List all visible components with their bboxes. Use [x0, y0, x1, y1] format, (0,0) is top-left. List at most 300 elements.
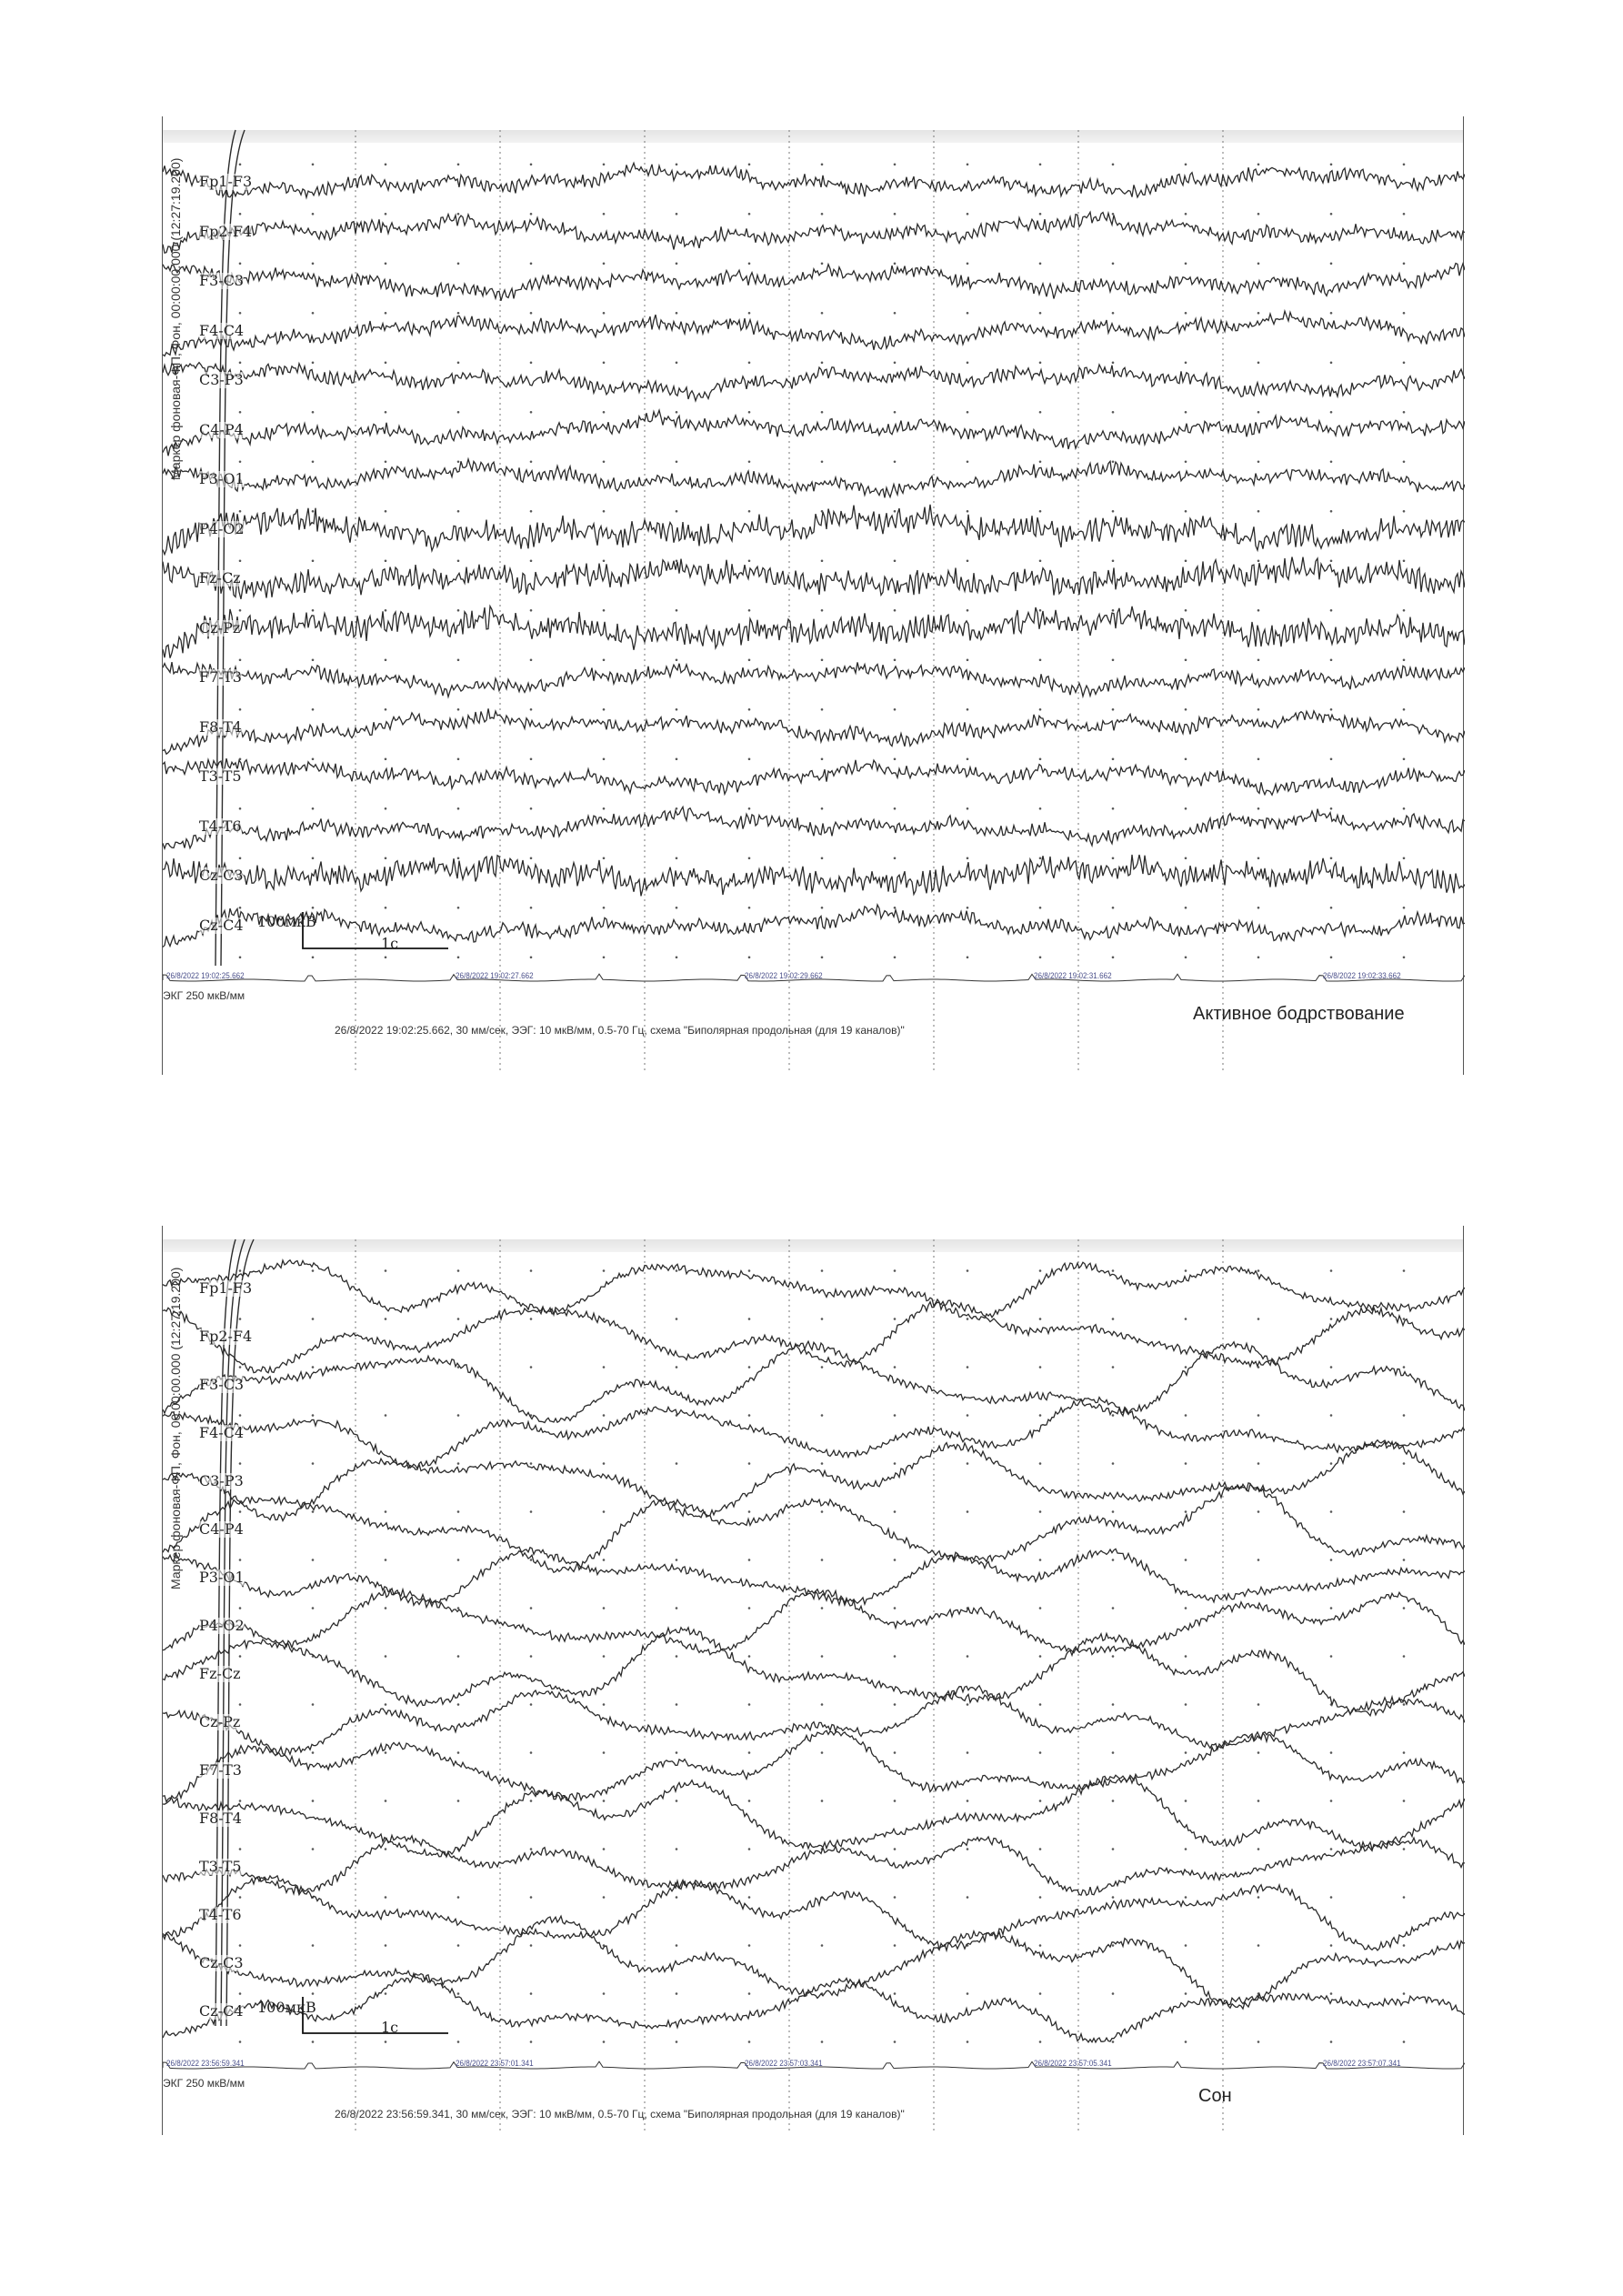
grid-dot — [1039, 262, 1042, 265]
scale-time-label: 1с — [381, 2019, 399, 2036]
grid-dot — [239, 460, 242, 463]
grid-dot — [312, 956, 315, 958]
grid-dot — [676, 213, 678, 216]
eeg-trace — [163, 1835, 1465, 1895]
grid-dot — [530, 1655, 533, 1658]
grid-dot — [967, 907, 969, 909]
grid-dot — [1185, 2040, 1187, 2043]
grid-dot — [1330, 361, 1333, 364]
grid-dot — [676, 1896, 678, 1899]
channel-label-f7-t3: F7-T3 — [199, 668, 242, 686]
eeg-trace — [163, 459, 1465, 498]
grid-dot — [1403, 757, 1406, 760]
grid-dot — [1330, 163, 1333, 165]
grid-dot — [312, 757, 315, 760]
grid-dot — [312, 658, 315, 661]
grid-dot — [1039, 213, 1042, 216]
grid-dot — [676, 708, 678, 711]
grid-dot — [748, 559, 751, 562]
grid-dot — [603, 1703, 606, 1706]
grid-dot — [1039, 1269, 1042, 1272]
ecg-label: ЭКГ 250 мкВ/мм — [163, 989, 245, 1002]
grid-dot — [385, 1318, 387, 1320]
grid-dot — [385, 1703, 387, 1706]
grid-dot — [239, 1318, 242, 1320]
grid-dot — [1403, 807, 1406, 810]
grid-dot — [385, 956, 387, 958]
channel-label-c3-p3: C3-P3 — [199, 1472, 244, 1489]
grid-dot — [1112, 708, 1115, 711]
grid-dot — [457, 1992, 460, 1995]
grid-dot — [1257, 312, 1260, 315]
grid-dot — [748, 708, 751, 711]
grid-dot — [821, 1944, 824, 1947]
grid-dot — [967, 658, 969, 661]
grid-dot — [1039, 1462, 1042, 1465]
grid-dot — [676, 956, 678, 958]
grid-dot — [603, 1269, 606, 1272]
grid-dot — [821, 411, 824, 414]
eeg-trace — [163, 264, 1465, 301]
grid-dot — [967, 460, 969, 463]
grid-dot — [239, 1703, 242, 1706]
grid-dot — [1112, 1607, 1115, 1609]
grid-dot — [1330, 907, 1333, 909]
grid-dot — [239, 2040, 242, 2043]
grid-dot — [603, 460, 606, 463]
grid-dot — [385, 708, 387, 711]
grid-dot — [385, 1992, 387, 1995]
grid-dot — [1185, 708, 1187, 711]
eeg-trace — [163, 1916, 1465, 2009]
eeg-trace — [163, 363, 1465, 401]
eeg-trace — [163, 1876, 1465, 1950]
channel-label-p4-o2: P4-O2 — [199, 520, 245, 537]
grid-dot — [1403, 1944, 1406, 1947]
eeg-trace — [163, 1440, 1465, 1521]
grid-dot — [603, 262, 606, 265]
grid-dot — [457, 163, 460, 165]
grid-dot — [1185, 559, 1187, 562]
grid-dot — [457, 1703, 460, 1706]
grid-dot — [312, 1703, 315, 1706]
grid-dot — [748, 1703, 751, 1706]
grid-dot — [1185, 807, 1187, 810]
grid-dot — [239, 1366, 242, 1369]
grid-dot — [312, 411, 315, 414]
grid-dot — [676, 559, 678, 562]
grid-dot — [748, 2040, 751, 2043]
grid-dot — [1039, 361, 1042, 364]
grid-dot — [530, 956, 533, 958]
grid-dot — [1185, 1703, 1187, 1706]
grid-dot — [1039, 757, 1042, 760]
grid-dot — [676, 658, 678, 661]
grid-dot — [385, 1944, 387, 1947]
grid-dot — [894, 1269, 897, 1272]
grid-dot — [530, 1992, 533, 1995]
grid-dot — [603, 1751, 606, 1754]
grid-dot — [312, 907, 315, 909]
grid-dot — [1257, 1269, 1260, 1272]
onset-artifact — [215, 130, 235, 966]
grid-dot — [967, 163, 969, 165]
grid-dot — [1257, 213, 1260, 216]
channel-label-f7-t3: F7-T3 — [199, 1761, 242, 1779]
grid-dot — [385, 1751, 387, 1754]
grid-dot — [1403, 1559, 1406, 1561]
grid-dot — [385, 1655, 387, 1658]
grid-dot — [1330, 1366, 1333, 1369]
grid-dot — [603, 1414, 606, 1417]
grid-dot — [894, 1559, 897, 1561]
grid-dot — [1185, 757, 1187, 760]
grid-dot — [1403, 609, 1406, 612]
grid-dot — [1403, 1269, 1406, 1272]
grid-dot — [894, 1800, 897, 1802]
grid-dot — [530, 2040, 533, 2043]
grid-dot — [385, 411, 387, 414]
grid-dot — [748, 1510, 751, 1513]
calibration-bracket — [303, 1997, 448, 2033]
grid-dot — [821, 708, 824, 711]
grid-dot — [1112, 1944, 1115, 1947]
grid-dot — [748, 163, 751, 165]
grid-dot — [967, 1269, 969, 1272]
grid-dot — [457, 1462, 460, 1465]
channel-label-c4-p4: C4-P4 — [199, 421, 244, 438]
grid-dot — [530, 1848, 533, 1850]
ecg-label: ЭКГ 250 мкВ/мм — [163, 2077, 245, 2090]
eeg-trace — [163, 905, 1465, 947]
grid-dot — [603, 213, 606, 216]
channel-label-cz-c4: Cz-C4 — [199, 917, 244, 934]
grid-dot — [530, 1510, 533, 1513]
grid-dot — [748, 1896, 751, 1899]
grid-dot — [1403, 510, 1406, 513]
grid-dot — [1185, 1366, 1187, 1369]
grid-dot — [1039, 1318, 1042, 1320]
grid-dot — [457, 708, 460, 711]
grid-dot — [894, 1462, 897, 1465]
grid-dot — [1185, 1896, 1187, 1899]
grid-dot — [1257, 1896, 1260, 1899]
grid-dot — [239, 807, 242, 810]
grid-dot — [603, 857, 606, 859]
grid-dot — [821, 1800, 824, 1802]
grid-dot — [239, 956, 242, 958]
grid-dot — [1112, 1655, 1115, 1658]
grid-dot — [1112, 757, 1115, 760]
grid-dot — [1257, 1703, 1260, 1706]
grid-dot — [821, 1318, 824, 1320]
timestamp-marker: 26/8/2022 19:02:31.662 — [1034, 971, 1112, 980]
grid-dot — [1185, 361, 1187, 364]
eeg-trace — [163, 410, 1465, 456]
grid-dot — [457, 1944, 460, 1947]
grid-dot — [312, 1510, 315, 1513]
grid-dot — [821, 1414, 824, 1417]
grid-dot — [312, 1559, 315, 1561]
grid-dot — [967, 1992, 969, 1995]
grid-dot — [1330, 262, 1333, 265]
grid-dots — [239, 1269, 1406, 2043]
grid-dot — [894, 163, 897, 165]
grid-dot — [676, 907, 678, 909]
timestamp-marker: 26/8/2022 23:57:05.341 — [1034, 2059, 1112, 2068]
grid-dot — [1112, 1896, 1115, 1899]
grid-dot — [385, 757, 387, 760]
grid-dot — [1257, 163, 1260, 165]
channel-label-cz-c3: Cz-C3 — [199, 1954, 244, 1971]
grid-dot — [1112, 213, 1115, 216]
grid-dot — [894, 361, 897, 364]
grid-dot — [1112, 262, 1115, 265]
grid-dot — [530, 312, 533, 315]
grid-dot — [1185, 1318, 1187, 1320]
grid-dot — [530, 1800, 533, 1802]
grid-dot — [748, 1414, 751, 1417]
grid-dot — [312, 1944, 315, 1947]
grid-dot — [239, 312, 242, 315]
grid-dot — [312, 609, 315, 612]
grid-dot — [1112, 1992, 1115, 1995]
grid-dots — [239, 163, 1406, 958]
grid-dot — [1403, 857, 1406, 859]
grid-dot — [312, 1414, 315, 1417]
grid-dot — [967, 1462, 969, 1465]
grid-dot — [821, 907, 824, 909]
timestamp-marker: 26/8/2022 19:02:25.662 — [166, 971, 245, 980]
timestamp-marker: 26/8/2022 23:57:07.341 — [1323, 2059, 1401, 2068]
grid-dot — [603, 907, 606, 909]
grid-dot — [676, 1800, 678, 1802]
grid-dot — [1185, 1992, 1187, 1995]
grid-dot — [239, 1269, 242, 1272]
grid-dot — [676, 1318, 678, 1320]
scale-time-label: 1с — [381, 935, 399, 952]
grid-dot — [385, 857, 387, 859]
grid-dot — [1403, 460, 1406, 463]
grid-dot — [894, 1655, 897, 1658]
grid-dot — [967, 312, 969, 315]
grid-dot — [676, 2040, 678, 2043]
grid-dot — [1039, 609, 1042, 612]
grid-dot — [312, 559, 315, 562]
grid-dot — [1039, 1559, 1042, 1561]
grid-dot — [603, 411, 606, 414]
grid-dot — [967, 609, 969, 612]
grid-dot — [894, 757, 897, 760]
grid-dot — [239, 1800, 242, 1802]
grid-dot — [1185, 460, 1187, 463]
grid-dot — [312, 510, 315, 513]
grid-dot — [603, 1559, 606, 1561]
grid-dot — [821, 1462, 824, 1465]
grid-dot — [312, 163, 315, 165]
grid-dot — [239, 262, 242, 265]
grid-dot — [385, 262, 387, 265]
eeg-trace — [163, 1260, 1465, 1320]
grid-dot — [748, 1462, 751, 1465]
grid-dot — [239, 1848, 242, 1850]
grid-dot — [821, 262, 824, 265]
grid-dot — [1039, 1751, 1042, 1754]
grid-dot — [967, 857, 969, 859]
grid-dot — [967, 361, 969, 364]
grid-dot — [530, 1559, 533, 1561]
grid-dot — [239, 658, 242, 661]
grid-dot — [1257, 510, 1260, 513]
grid-dot — [676, 857, 678, 859]
grid-dot — [603, 757, 606, 760]
grid-dot — [967, 2040, 969, 2043]
eeg-trace — [163, 505, 1465, 555]
grid-dot — [457, 460, 460, 463]
grid-dot — [530, 1318, 533, 1320]
grid-dot — [1403, 708, 1406, 711]
grid-dot — [1112, 1318, 1115, 1320]
grid-dot — [1112, 411, 1115, 414]
eeg-panel-awake: Маркер фоновая-ФП, Фон, 00:00:00.000 (12:27:19.200) Fp1-F3 Fp2-F4 F3-C3 F4-C4 C3-P3 C4-P4 P3-O1 P4-O2 Fz-Cz Cz-Pz F7-T3 F8-T4 T3-T5 T4-T6 Cz-C3 Cz-C4 100мкВ 1с ЭКГ 250 мкВ/мм 26/8/2022 19:02:25.662 26/8/2022 19:02:27.662 26/8/2022 19:02:29.662 26/8/2022 19:02:31.662 26/8/2022 19:02:33.662 — [162, 116, 1464, 1075]
grid-dot — [821, 658, 824, 661]
channel-label-t4-t6: T4-T6 — [199, 817, 242, 835]
grid-dot — [821, 2040, 824, 2043]
grid-dot — [457, 1318, 460, 1320]
grid-dot — [1257, 411, 1260, 414]
grid-dot — [821, 956, 824, 958]
grid-dot — [894, 708, 897, 711]
grid-dot — [1330, 807, 1333, 810]
eeg-trace — [163, 807, 1465, 848]
grid-dot — [894, 1848, 897, 1850]
grid-dot — [239, 411, 242, 414]
grid-dot — [967, 1800, 969, 1802]
grid-dot — [457, 262, 460, 265]
grid-dot — [1330, 857, 1333, 859]
grid-dot — [1257, 956, 1260, 958]
grid-dot — [1257, 1944, 1260, 1947]
grid-dot — [1403, 559, 1406, 562]
grid-dot — [1039, 559, 1042, 562]
grid-dot — [676, 361, 678, 364]
grid-dot — [748, 213, 751, 216]
grid-dot — [1185, 956, 1187, 958]
grid-dot — [967, 1703, 969, 1706]
grid-dot — [603, 1992, 606, 1995]
grid-dot — [1112, 510, 1115, 513]
grid-dot — [676, 460, 678, 463]
grid-dot — [748, 1318, 751, 1320]
grid-dot — [239, 1992, 242, 1995]
grid-dot — [457, 559, 460, 562]
grid-dot — [1257, 857, 1260, 859]
grid-dot — [1257, 658, 1260, 661]
grid-dot — [603, 1896, 606, 1899]
grid-dot — [457, 609, 460, 612]
grid-dot — [1403, 1703, 1406, 1706]
grid-dot — [239, 609, 242, 612]
grid-dot — [676, 1462, 678, 1465]
grid-dot — [1039, 956, 1042, 958]
grid-dot — [1039, 1703, 1042, 1706]
recording-info-footer-sleep: 26/8/2022 23:56:59.341, 30 мм/сек, ЭЭГ: 10 мкВ/мм, 0.5-70 Гц, схема "Биполярная продольная (для 19 каналов)" — [335, 2108, 905, 2121]
grid-dot — [530, 460, 533, 463]
grid-dot — [1330, 1462, 1333, 1465]
grid-dot — [967, 1318, 969, 1320]
grid-dot — [894, 1992, 897, 1995]
grid-dot — [530, 1703, 533, 1706]
grid-dot — [1039, 907, 1042, 909]
channel-label-p4-o2: P4-O2 — [199, 1617, 245, 1634]
grid-dot — [239, 1896, 242, 1899]
grid-dot — [603, 708, 606, 711]
grid-dot — [1112, 312, 1115, 315]
grid-dot — [1039, 1655, 1042, 1658]
grid-dot — [530, 708, 533, 711]
grid-dot — [1257, 1462, 1260, 1465]
grid-dot — [1185, 510, 1187, 513]
state-label-awake: Активное бодрствование — [1193, 1004, 1405, 1024]
grid-dot — [676, 163, 678, 165]
channel-label-c4-p4: C4-P4 — [199, 1520, 244, 1538]
onset-artifact — [221, 130, 245, 966]
grid-dot — [1039, 1800, 1042, 1802]
eeg-trace — [163, 1775, 1465, 1857]
grid-dot — [1112, 559, 1115, 562]
grid-dot — [967, 1751, 969, 1754]
grid-dot — [676, 1559, 678, 1561]
grid-dot — [1330, 1848, 1333, 1850]
grid-dot — [1112, 1751, 1115, 1754]
grid-dot — [457, 1559, 460, 1561]
grid-dot — [457, 1510, 460, 1513]
grid-dot — [894, 213, 897, 216]
grid-dot — [239, 510, 242, 513]
grid-dot — [676, 510, 678, 513]
timestamp-marker: 26/8/2022 19:02:33.662 — [1323, 971, 1401, 980]
grid-dot — [894, 312, 897, 315]
grid-dot — [894, 609, 897, 612]
grid-dot — [1112, 1703, 1115, 1706]
eeg-trace — [163, 1548, 1465, 1608]
channel-label-f3-c3: F3-C3 — [199, 272, 245, 289]
grid-dot — [1403, 1414, 1406, 1417]
grid-dot — [1330, 1944, 1333, 1947]
grid-dot — [1403, 956, 1406, 958]
timestamp-marker: 26/8/2022 23:57:03.341 — [745, 2059, 823, 2068]
grid-dot — [894, 1607, 897, 1609]
grid-dot — [1330, 559, 1333, 562]
grid-dot — [1330, 1510, 1333, 1513]
eeg-trace — [163, 311, 1465, 356]
grid-dot — [239, 361, 242, 364]
grid-dot — [457, 1414, 460, 1417]
grid-dot — [1185, 1800, 1187, 1802]
grid-dot — [1185, 658, 1187, 661]
grid-dot — [603, 1462, 606, 1465]
grid-dot — [748, 361, 751, 364]
grid-dot — [1185, 1462, 1187, 1465]
grid-dot — [530, 1896, 533, 1899]
grid-dot — [457, 411, 460, 414]
grid-dot — [312, 312, 315, 315]
grid-dot — [1112, 1510, 1115, 1513]
eeg-trace — [163, 855, 1465, 897]
grid-dot — [1112, 460, 1115, 463]
grid-dot — [530, 658, 533, 661]
grid-dot — [1330, 1269, 1333, 1272]
